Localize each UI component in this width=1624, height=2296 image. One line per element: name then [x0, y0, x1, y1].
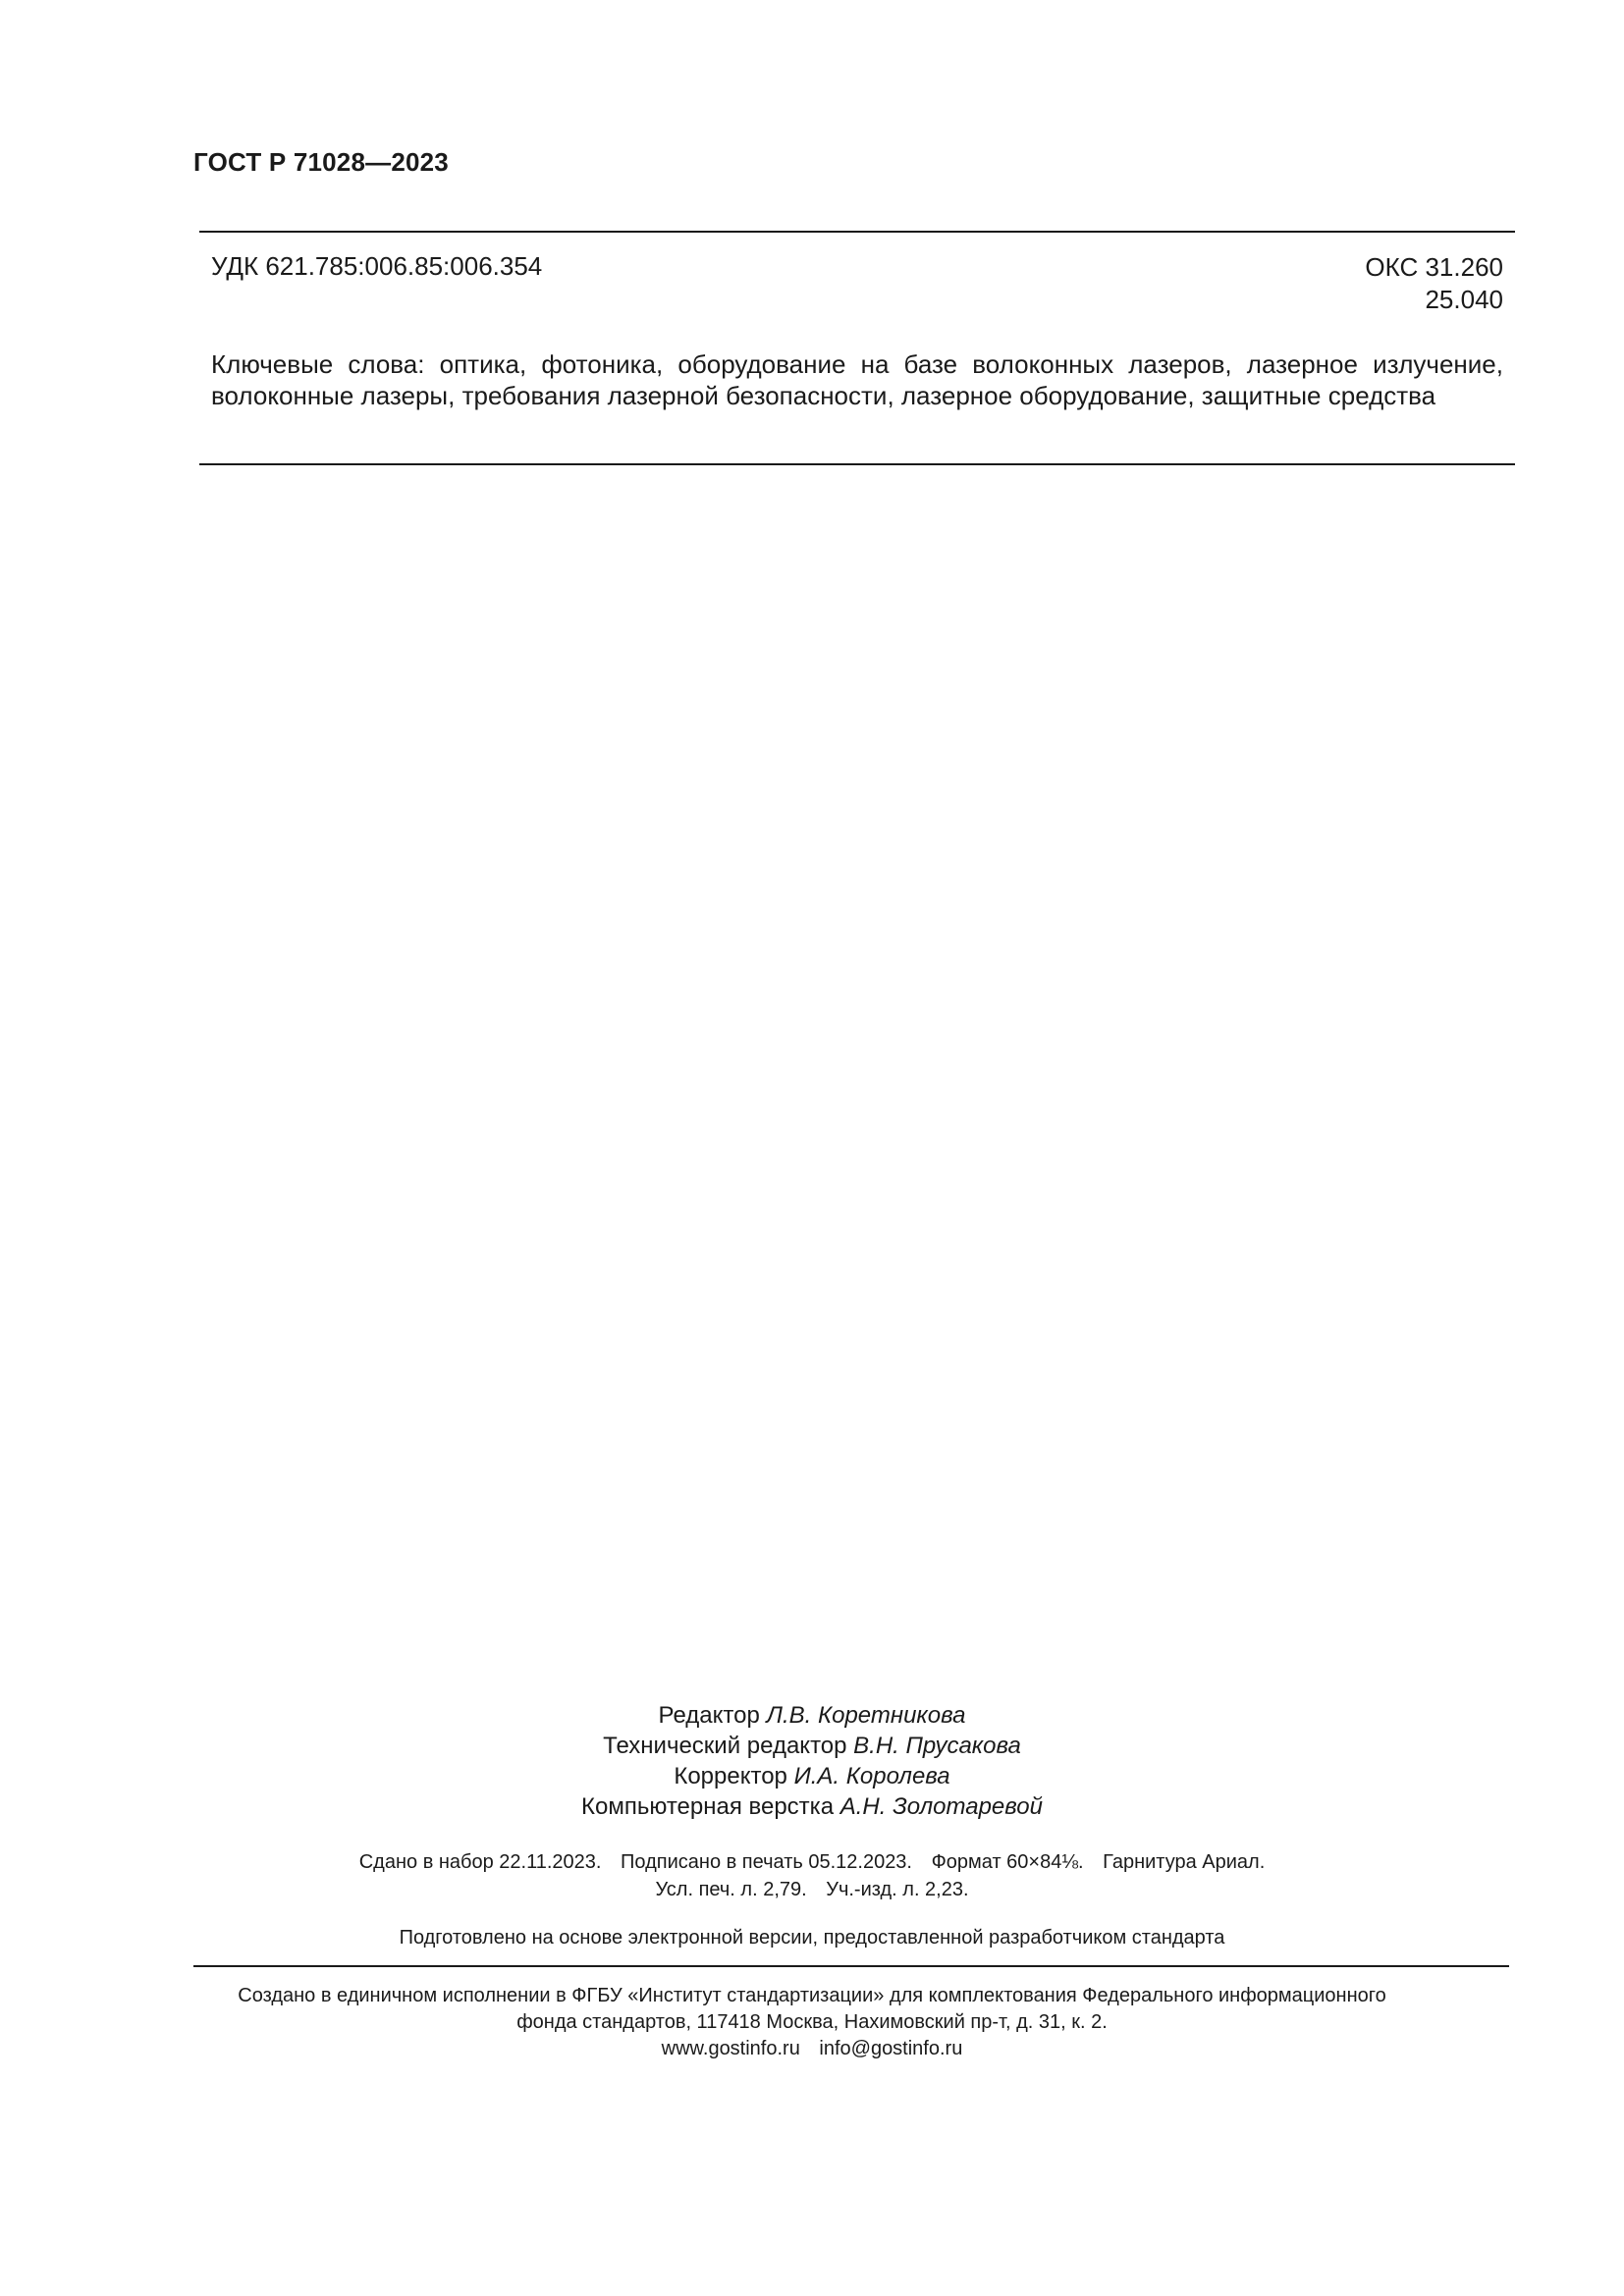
credit-role: Технический редактор	[603, 1733, 847, 1759]
print-sheets: Усл. печ. л. 2,79.	[655, 1879, 807, 1900]
udk-code: УДК 621.785:006.85:006.354	[211, 251, 543, 281]
keywords-paragraph: Ключевые слова: оптика, фотоника, оборудование на базе волоконных лазеров, лазерное излучение, волоконные лазеры, требования лазерной безопасности, лазерное оборудование, защитные средства	[211, 349, 1503, 410]
publisher-email[interactable]: info@gostinfo.ru	[819, 2038, 963, 2059]
oks-codes	[1365, 251, 1503, 316]
footer-divider	[193, 1965, 1509, 1967]
credit-role: Редактор	[658, 1702, 760, 1729]
credit-role: Компьютерная верстка	[581, 1793, 835, 1820]
credit-person: В.Н. Прусакова	[853, 1733, 1021, 1759]
standard-code: ГОСТ Р 71028—2023	[193, 147, 449, 177]
print-info-line2	[0, 1876, 1624, 1903]
top-divider	[199, 231, 1515, 233]
credit-editor	[0, 1700, 1624, 1731]
publisher-contacts	[0, 2036, 1624, 2062]
credits-block	[0, 1700, 1624, 1822]
print-info-line1	[0, 1848, 1624, 1876]
oks-code-primary: ОКС 31.260	[1365, 252, 1503, 282]
typeface: Гарнитура Ариал.	[1103, 1851, 1266, 1873]
publisher-line1: Создано в единичном исполнении в ФГБУ «Институт стандартизации» для комплектования Федерального информационного	[238, 1985, 1386, 2006]
credit-tech-editor	[0, 1731, 1624, 1761]
print-info	[0, 1848, 1624, 1903]
publishing-sheets: Уч.-изд. л. 2,23.	[826, 1879, 969, 1900]
typeset-date: Сдано в набор 22.11.2023.	[358, 1851, 602, 1873]
credit-person: А.Н. Золотаревой	[839, 1793, 1043, 1820]
credit-layout	[0, 1791, 1624, 1822]
publisher-block	[0, 1983, 1624, 2062]
oks-code-secondary: 25.040	[1425, 285, 1503, 314]
credit-role: Корректор	[674, 1763, 787, 1789]
signed-date: Подписано в печать 05.12.2023.	[621, 1851, 912, 1873]
paper-format: Формат 60×84⅛.	[931, 1851, 1084, 1873]
credit-proofreader	[0, 1761, 1624, 1791]
publisher-line2: фонда стандартов, 117418 Москва, Нахимовский пр-т, д. 31, к. 2.	[516, 2011, 1108, 2033]
keywords-divider	[199, 463, 1515, 465]
publisher-website[interactable]: www.gostinfo.ru	[661, 2038, 800, 2059]
credit-person: Л.В. Коретникова	[766, 1702, 966, 1729]
credit-person: И.А. Королева	[793, 1763, 950, 1789]
prepared-note: Подготовлено на основе электронной версии, предоставленной разработчиком стандарта	[399, 1927, 1225, 1949]
